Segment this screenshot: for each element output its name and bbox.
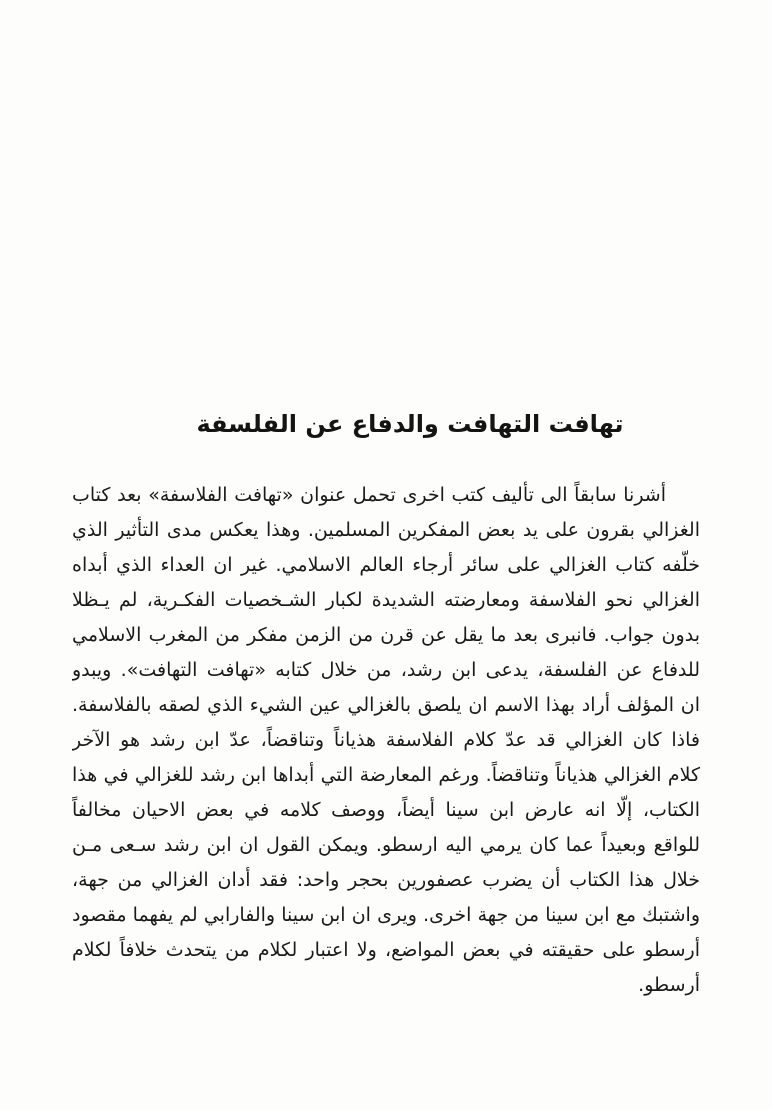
text-line: بدون جواب. فانبرى بعد ما يقل عن قرن من الزمن مفكر من المغرب الاسلامي xyxy=(72,624,700,646)
body-paragraph xyxy=(72,478,700,1003)
text-line: أشرنا سابقاً الى تأليف كتب اخرى تحمل عنوان «تهافت الفلاسفة» بعد كتاب xyxy=(72,484,666,506)
chapter-title: تهافت التهافت والدفاع عن الفلسفة xyxy=(196,410,624,438)
text-line: أرسطو. xyxy=(638,974,700,996)
text-line: خلّفه كتاب الغزالي على سائر أرجاء العالم الاسلامي. غير ان العداء الذي أبداه xyxy=(72,554,700,576)
text-line: الغزالي بقرون على يد بعض المفكرين المسلمين. وهذا يعكس مدى التأثير الذي xyxy=(72,519,700,541)
text-line: للدفاع عن الفلسفة، يدعى ابن رشد، من خلال كتابه «تهافت التهافت». ويبدو xyxy=(72,659,700,681)
text-line: خلال هذا الكتاب أن يضرب عصفورين بحجر واحد: فقد أدان الغزالي من جهة، xyxy=(72,869,700,891)
text-line: للواقع وبعيداً عما كان يرمي اليه ارسطو. ويمكن القول ان ابن رشد سـعى مـن xyxy=(72,834,700,856)
text-line: فاذا كان الغزالي قد عدّ كلام الفلاسفة هذياناً وتناقضاً، عدّ ابن رشد هو الآخر xyxy=(72,729,700,751)
text-line: الغزالي نحو الفلاسفة ومعارضته الشديدة لكبار الشـخصيات الفكـرية، لم يـظلا xyxy=(72,589,700,611)
text-line: أرسطو على حقيقته في بعض المواضع، ولا اعتبار لكلام من يتحدث خلافاً لكلام xyxy=(72,939,700,961)
text-line: ان المؤلف أراد بهذا الاسم ان يلصق بالغزالي عين الشيء الذي لصقه بالفلاسفة. xyxy=(72,694,700,716)
text-line: واشتبك مع ابن سينا من جهة اخرى. ويرى ان ابن سينا والفارابي لم يفهما مقصود xyxy=(72,904,700,926)
text-line: كلام الغزالي هذياناً وتناقضاً. ورغم المعارضة التي أبداها ابن رشد للغزالي في هذا xyxy=(72,764,700,786)
text-line: الكتاب، إلّا انه عارض ابن سينا أيضاً، ووصف كلامه في بعض الاحيان مخالفاً xyxy=(72,799,700,821)
